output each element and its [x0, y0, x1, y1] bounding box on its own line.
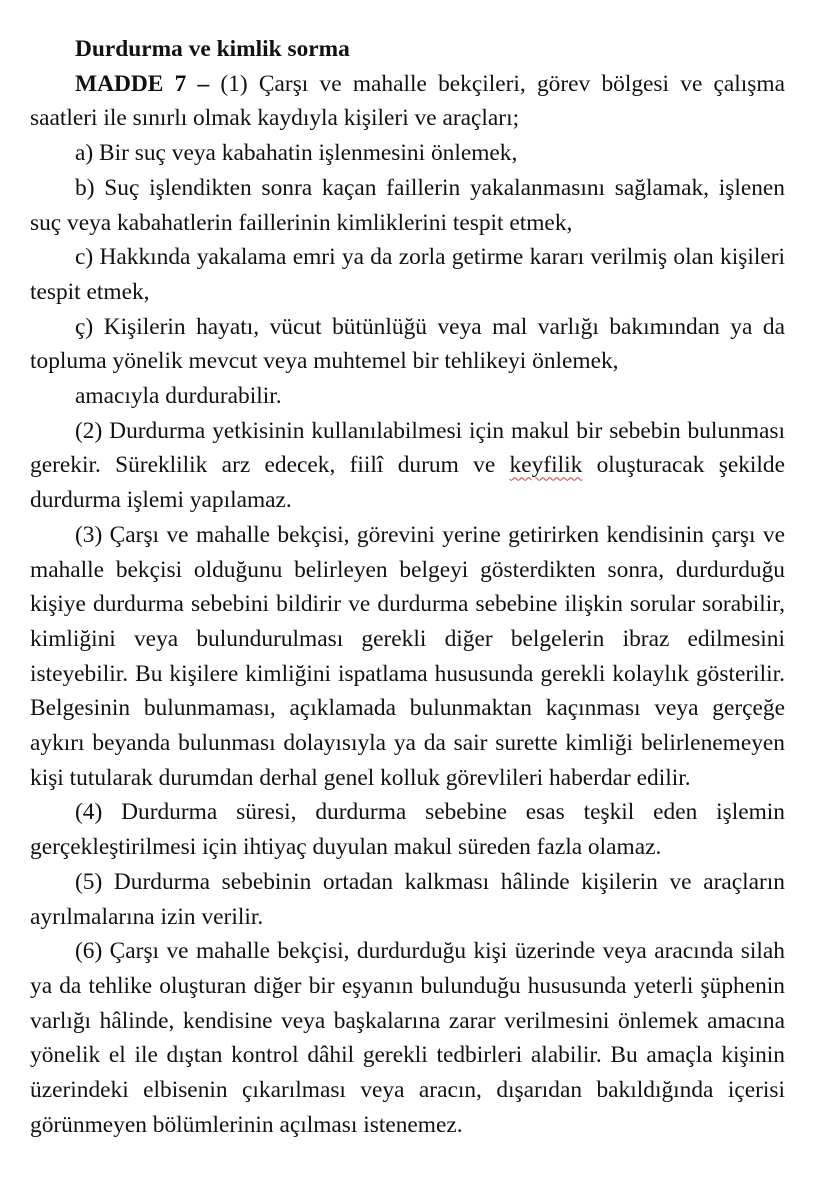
paragraph-2-text-after: oluşturacak şekilde durdurma işlemi yapılamaz.	[30, 452, 785, 514]
paragraph-1-intro: (1) Çarşı ve mahalle bekçileri, görev bölgesi ve çalışma saatleri ile sınırlı olmak kaydıyla kişileri ve araçları;	[30, 70, 785, 132]
paragraph-3: (3) Çarşı ve mahalle bekçisi, görevini yerine getirirken kendisinin çarşı ve mahalle bekçisi olduğunu belirleyen belgeyi gösterdikten sonra, durdurduğu kişiye durdurma sebebini bildirir ve durdurma sebebine ilişkin sorular sorabilir, kimliğini veya bulundurulması gerekli diğer belgelerin ibraz edilmesini isteyebilir. Bu kişilere kimliğini ispatlama hususunda gerekli kolaylık gösterilir. Belgesinin bulunmaması, açıklamada bulunmaktan kaçınması veya gerçeğe aykırı beyanda bulunması dolayısıyla ya da sair surette kimliği belirlenemeyen kişi tutularak durumdan derhal genel kolluk görevlileri haberdar edilir.	[30, 521, 785, 791]
list-item-a: a) Bir suç veya kabahatin işlenmesini önlemek,	[75, 140, 518, 167]
list-item-c-cedilla: ç) Kişilerin hayatı, vücut bütünlüğü veya mal varlığı bakımından ya da topluma yönelik mevcut veya muhtemel bir tehlikeyi önlemek,	[30, 313, 785, 375]
paragraph-2-text-before: (2) Durdurma yetkisinin kullanılabilmesi için makul bir sebebin bulunması gerekir. Süreklilik arz edecek, fiilî durum ve	[30, 417, 785, 479]
paragraph-6: (6) Çarşı ve mahalle bekçisi, durdurduğu kişi üzerinde veya aracında silah ya da tehlike oluşturan diğer bir eşyanın bulunduğu hususunda yeterli şüphenin varlığı hâlinde, kendisine veya başkalarına zarar verilmesini önlemek amacına yönelik el ile dıştan kontrol dâhil gerekli tedbirleri alabilir. Bu amaçla kişinin üzerindeki elbisenin çıkarılması veya aracın, dışarıdan bakıldığında içerisi görünmeyen bölümlerinin açılması istenemez.	[30, 938, 785, 1138]
list-item-c: c) Hakkında yakalama emri ya da zorla getirme kararı verilmiş olan kişileri tespit etmek,	[30, 244, 785, 305]
paragraph-1-end: amacıyla durdurabilir.	[75, 383, 282, 410]
article-heading: Durdurma ve kimlik sorma	[75, 36, 350, 62]
spellcheck-flagged-word: keyfilik	[509, 452, 583, 479]
paragraph-4: (4) Durdurma süresi, durdurma sebebine esas teşkil eden işlemin gerçekleştirilmesi için ihtiyaç duyulan makul süreden fazla olamaz.	[30, 799, 785, 861]
list-item-b: b) Suç işlendikten sonra kaçan faillerin yakalanmasını sağlamak, işlenen suç veya kabahatlerin faillerinin kimliklerini tespit etmek,	[30, 174, 785, 236]
article-number-label: MADDE 7 –	[75, 70, 210, 97]
paragraph-5: (5) Durdurma sebebinin ortadan kalkması hâlinde kişilerin ve araçların ayrılmalarına izin verilir.	[30, 868, 785, 930]
paragraph-2	[30, 414, 785, 518]
paragraph-1	[30, 67, 785, 136]
